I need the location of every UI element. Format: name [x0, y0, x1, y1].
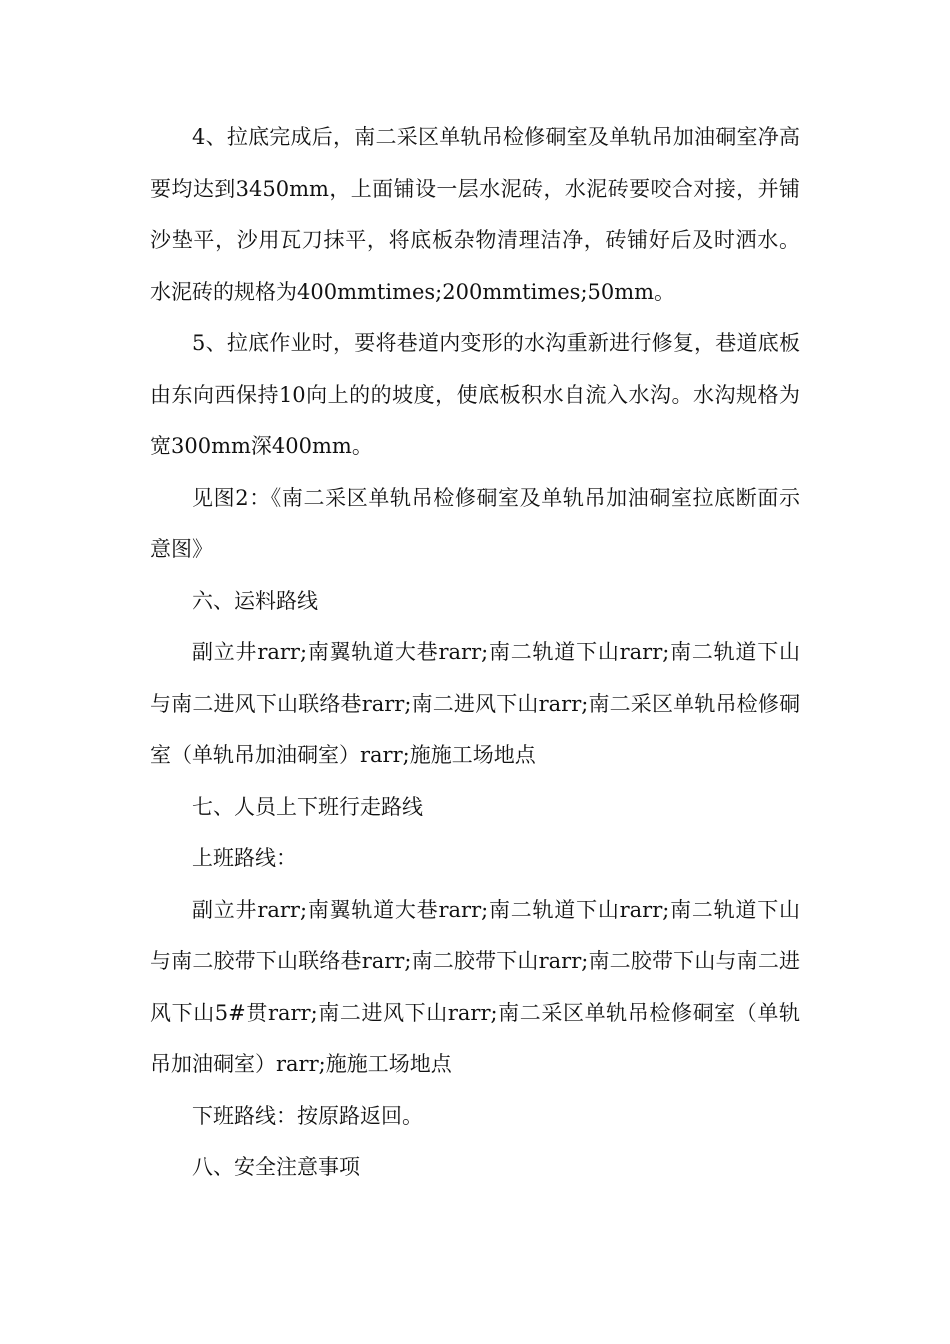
- paragraph-material-route: 副立井rarr;南翼轨道大巷rarr;南二轨道下山rarr;南二轨道下山与南二进风下山联络巷rarr;南二进风下山rarr;南二采区单轨吊检修硐室（单轨吊加油硐室）rarr;施施工场地点: [150, 640, 800, 767]
- paragraph-drainage-ditch: 5、拉底作业时，要将巷道内变形的水沟重新进行修复，巷道底板由东向西保持10向上的的坡度，使底板积水自流入水沟。水沟规格为宽300mm深400mm。: [150, 331, 800, 458]
- subheading-commute-in: 上班路线：: [192, 846, 297, 870]
- section-heading-safety: 八、安全注意事项: [192, 1155, 360, 1179]
- paragraph-figure-reference: 见图2：《南二采区单轨吊检修硐室及单轨吊加油硐室拉底断面示意图》: [150, 485, 800, 561]
- paragraph-bottom-leveling-floor: 4、拉底完成后，南二采区单轨吊检修硐室及单轨吊加油硐室净高要均达到3450mm，上面铺设一层水泥砖，水泥砖要咬合对接，并铺沙垫平，沙用瓦刀抹平，将底板杂物清理洁净，砖铺好后及时洒水。水泥砖的规格为400mmtimes;200mmtimes;50mm。: [150, 125, 800, 304]
- paragraph-commute-in-route: 副立井rarr;南翼轨道大巷rarr;南二轨道下山rarr;南二轨道下山与南二胶带下山联络巷rarr;南二胶带下山rarr;南二胶带下山与南二进风下山5#贯rarr;南二进风下山rarr;南二采区单轨吊检修硐室（单轨吊加油硐室）rarr;施施工场地点: [150, 897, 800, 1076]
- paragraph-commute-out-route: 下班路线：按原路返回。: [192, 1103, 423, 1128]
- section-heading-material-route: 六、运料路线: [192, 588, 318, 613]
- document-body: [150, 112, 800, 1194]
- section-heading-personnel-route: 七、人员上下班行走路线: [192, 794, 423, 819]
